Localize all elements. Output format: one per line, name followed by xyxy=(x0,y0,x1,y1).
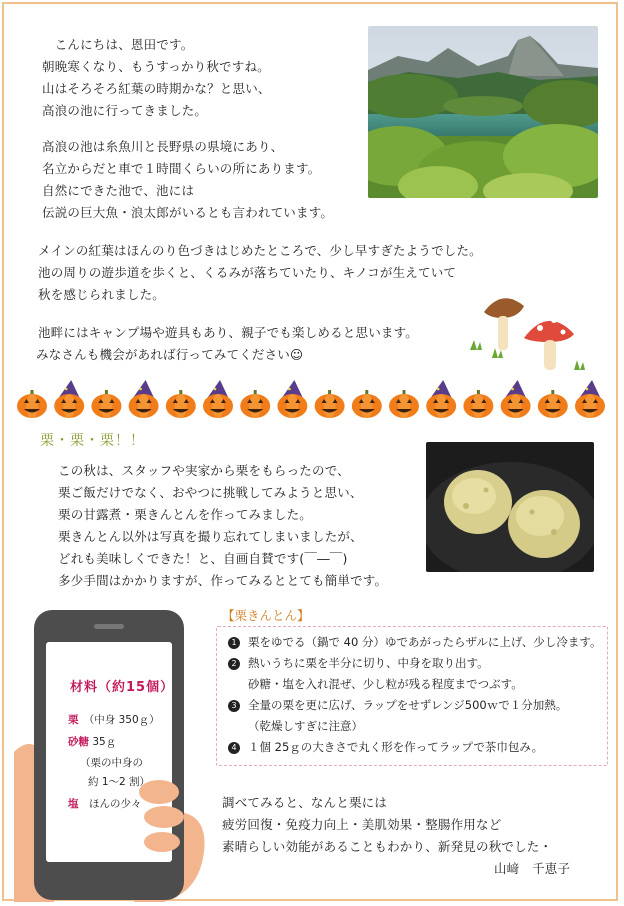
recipe-title: 【栗きんとん】 xyxy=(222,608,310,623)
signature: 山﨑 千恵子 xyxy=(494,861,571,876)
pumpkin-divider xyxy=(14,378,610,420)
intro-line: みなさんも機会があれば行ってみてください☺ xyxy=(36,347,304,362)
ingredient-item: （栗の中身の xyxy=(80,757,143,769)
intro-line: 池の周りの遊歩道を歩くと、くるみが落ちていたり、キノコが生えていて xyxy=(38,265,457,280)
chestnut-line: 栗の甘露煮・栗きんとんを作ってみました。 xyxy=(58,507,313,522)
closing-line: 調べてみると、なんと栗には xyxy=(222,795,388,810)
intro-line: 名立からだと車で１時間くらいの所にあります。 xyxy=(42,161,321,176)
intro-line: メインの紅葉はほんのり色づきはじめたところで、少し早すぎたようでした。 xyxy=(38,243,482,258)
phone-illustration xyxy=(14,602,214,902)
ingredient-item: 栗 （中身 350ｇ） xyxy=(68,714,160,726)
ingredient-item: 約 1～2 割） xyxy=(88,776,151,788)
lake-photo xyxy=(368,26,598,198)
kuri-kinton-photo xyxy=(426,442,594,572)
chestnut-line: どれも美味しくできた！と、自画自賛です(￣―￣) xyxy=(58,551,348,566)
intro-line: 朝晩寒くなり、もうすっかり秋ですね。 xyxy=(42,59,270,74)
chestnut-line: 多少手間はかかりますが、作ってみるととても簡単です。 xyxy=(58,573,388,588)
recipe-step: 1 栗をゆでる（鍋で 40 分）ゆであがったらザルに上げ、少し冷ます。 xyxy=(228,632,602,652)
closing-line: 素晴らしい効能があることもわかり、新発見の秋でした・ xyxy=(222,839,553,854)
intro-line: 秋を感じられました。 xyxy=(38,287,166,302)
recipe-step: 4 １個 25ｇの大きさで丸く形を作ってラップで茶巾包み。 xyxy=(228,737,543,757)
recipe-step: 2 熱いうちに栗を半分に切り、中身を取り出す。 xyxy=(228,653,489,673)
mushroom-illustration xyxy=(462,288,592,378)
chestnut-line: 栗ご飯だけでなく、おやつに挑戦してみようと思い、 xyxy=(58,485,363,500)
recipe-step: 3 全量の栗を更に広げ、ラップをせずレンジ500ｗで１分加熱。 xyxy=(228,695,567,715)
recipe-step: （乾燥しすぎに注意） xyxy=(248,719,363,733)
ingredient-item: 塩 ほんの少々 xyxy=(68,798,142,810)
chestnut-heading: 栗・栗・栗！！ xyxy=(40,433,145,449)
closing-line: 疲労回復・免疫力向上・美肌効果・整腸作用など xyxy=(222,817,502,832)
ingredients-title: 材料（約15個） xyxy=(70,680,175,695)
intro-line: 池畔にはキャンプ場や遊具もあり、親子でも楽しめると思います。 xyxy=(38,325,419,340)
intro-line: 高浪の池に行ってきました。 xyxy=(42,103,208,118)
intro-line: 自然にできた池で、池には xyxy=(42,183,195,198)
recipe-step: 砂糖・塩を入れ混ぜ、少し粒が残る程度までつぶす。 xyxy=(248,677,523,691)
intro-line: 高浪の池は糸魚川と長野県の県境にあり、 xyxy=(42,139,284,154)
ingredient-item: 砂糖 35ｇ xyxy=(68,736,117,748)
chestnut-line: 栗きんとん以外は写真を撮り忘れてしまいましたが、 xyxy=(58,529,363,544)
intro-line: 山はそろそろ紅葉の時期かな？と思い、 xyxy=(42,81,271,96)
chestnut-line: この秋は、スタッフや実家から栗をもらったので、 xyxy=(58,463,350,478)
intro-line: こんにちは、恩田です。 xyxy=(42,37,194,52)
intro-line: 伝説の巨大魚・浪太郎がいるとも言われています。 xyxy=(42,205,334,220)
